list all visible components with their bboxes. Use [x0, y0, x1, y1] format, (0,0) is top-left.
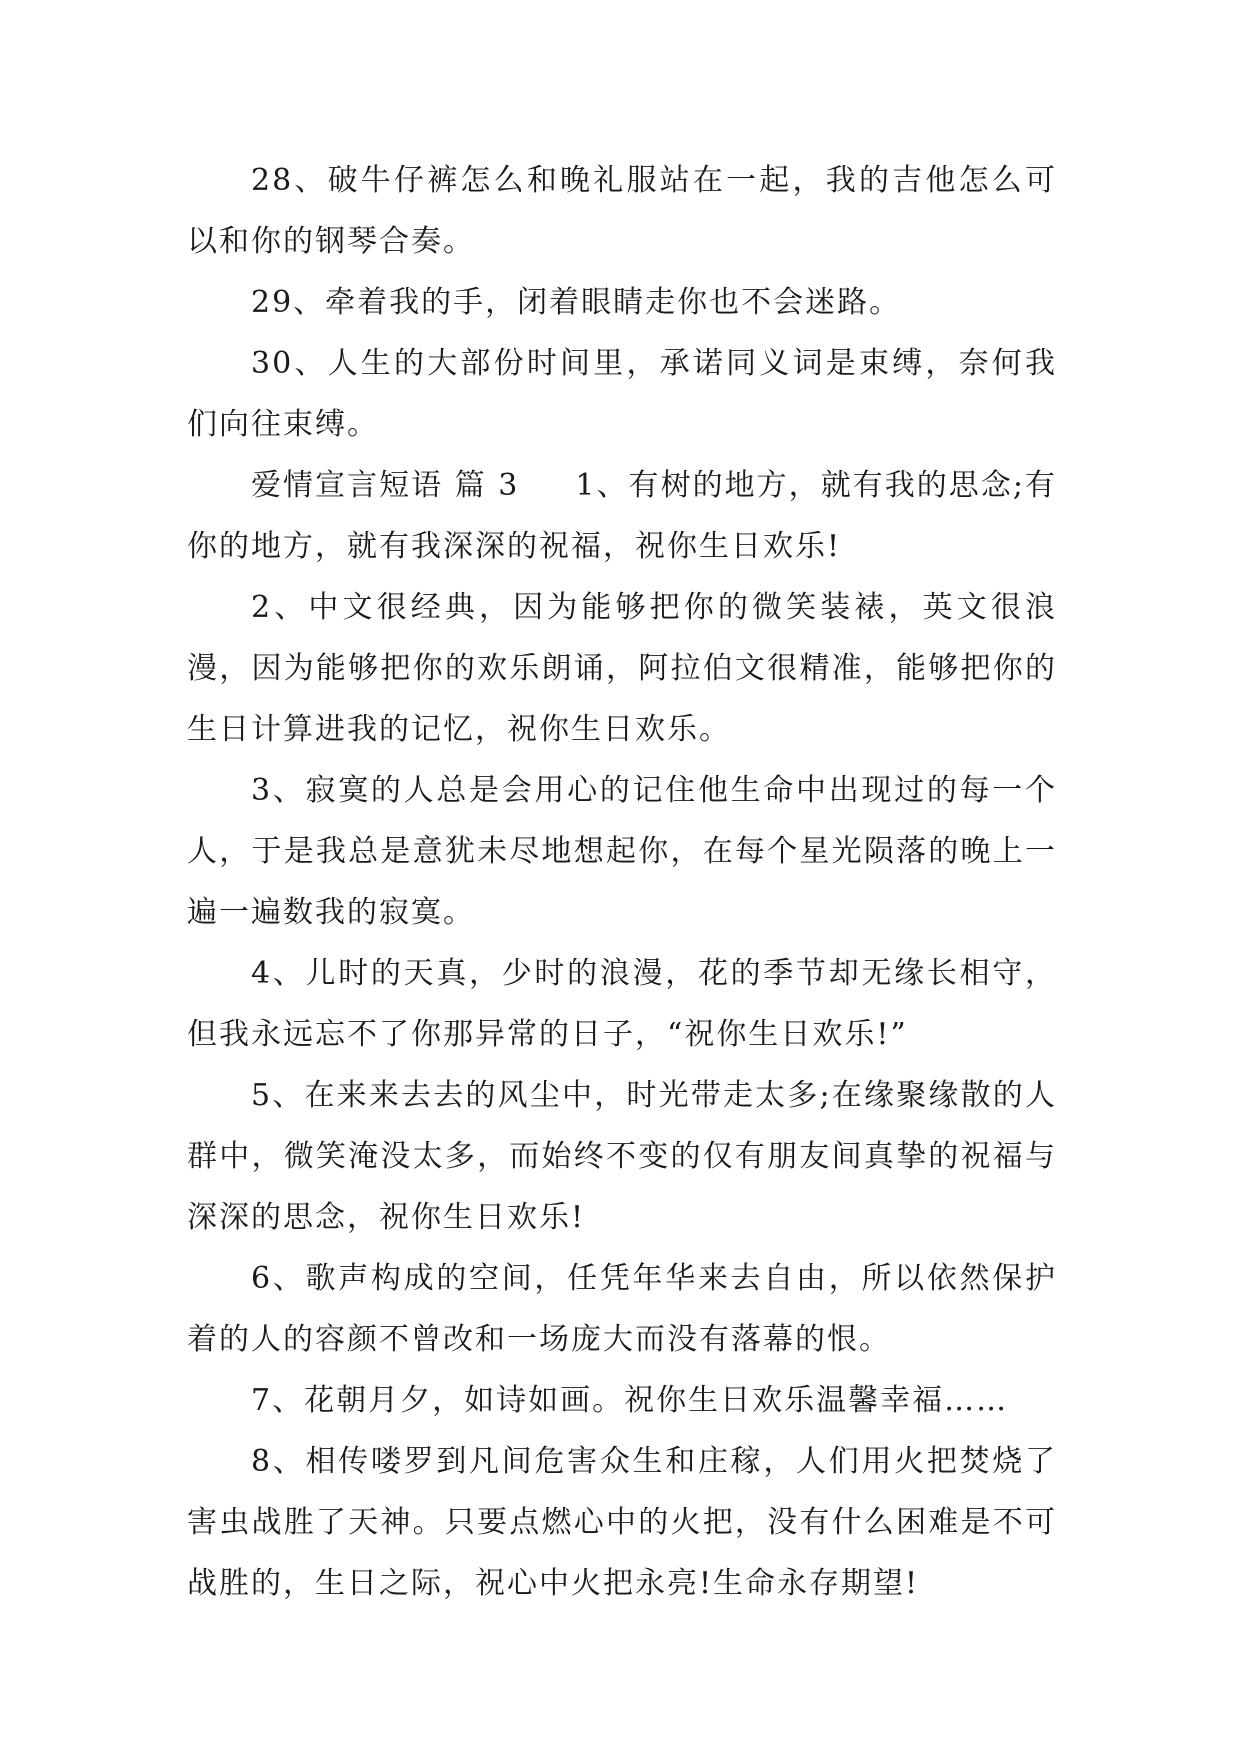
paragraph-3: 3、寂寞的人总是会用心的记住他生命中出现过的每一个人，于是我总是意犹未尽地想起你，在每个星光陨落的晚上一遍一遍数我的寂寞。 — [187, 773, 1057, 930]
document-body — [187, 150, 1057, 1614]
section-heading: 爱情宣言短语 篇 3 — [251, 468, 520, 503]
paragraph-4: 4、儿时的天真，少时的浪漫，花的季节却无缘长相守，但我永远忘不了你那异常的日子，“祝你生日欢乐!” — [187, 956, 1057, 1052]
paragraph-29: 29、牵着我的手，闭着眼睛走你也不会迷路。 — [251, 285, 902, 320]
paragraph-2: 2、中文很经典，因为能够把你的微笑装裱，英文很浪漫，因为能够把你的欢乐朗诵，阿拉伯文很精准，能够把你的生日计算进我的记忆，祝你生日欢乐。 — [187, 590, 1057, 747]
paragraph-6: 6、歌声构成的空间，任凭年华来去自由，所以依然保护着的人的容颜不曾改和一场庞大而没有落幕的恨。 — [187, 1261, 1057, 1357]
paragraph-7: 7、花朝月夕，如诗如画。祝你生日欢乐温馨幸福…… — [251, 1383, 1009, 1418]
paragraph-5: 5、在来来去去的风尘中，时光带走太多;在缘聚缘散的人群中，微笑淹没太多，而始终不变的仅有朋友间真挚的祝福与深深的思念，祝你生日欢乐! — [187, 1078, 1057, 1235]
paragraph-1: 1、有树的地方，就有我的思念;有你的地方，就有我深深的祝福，祝你生日欢乐! — [187, 468, 1057, 564]
paragraph-28: 28、破牛仔裤怎么和晚礼服站在一起，我的吉他怎么可以和你的钢琴合奏。 — [187, 163, 1057, 259]
paragraph-8: 8、相传喽罗到凡间危害众生和庄稼，人们用火把焚烧了害虫战胜了天神。只要点燃心中的火把，没有什么困难是不可战胜的，生日之际，祝心中火把永亮!生命永存期望! — [187, 1444, 1057, 1601]
section-heading-line — [187, 455, 1057, 577]
paragraph-30: 30、人生的大部份时间里，承诺同义词是束缚，奈何我们向往束缚。 — [187, 346, 1057, 442]
